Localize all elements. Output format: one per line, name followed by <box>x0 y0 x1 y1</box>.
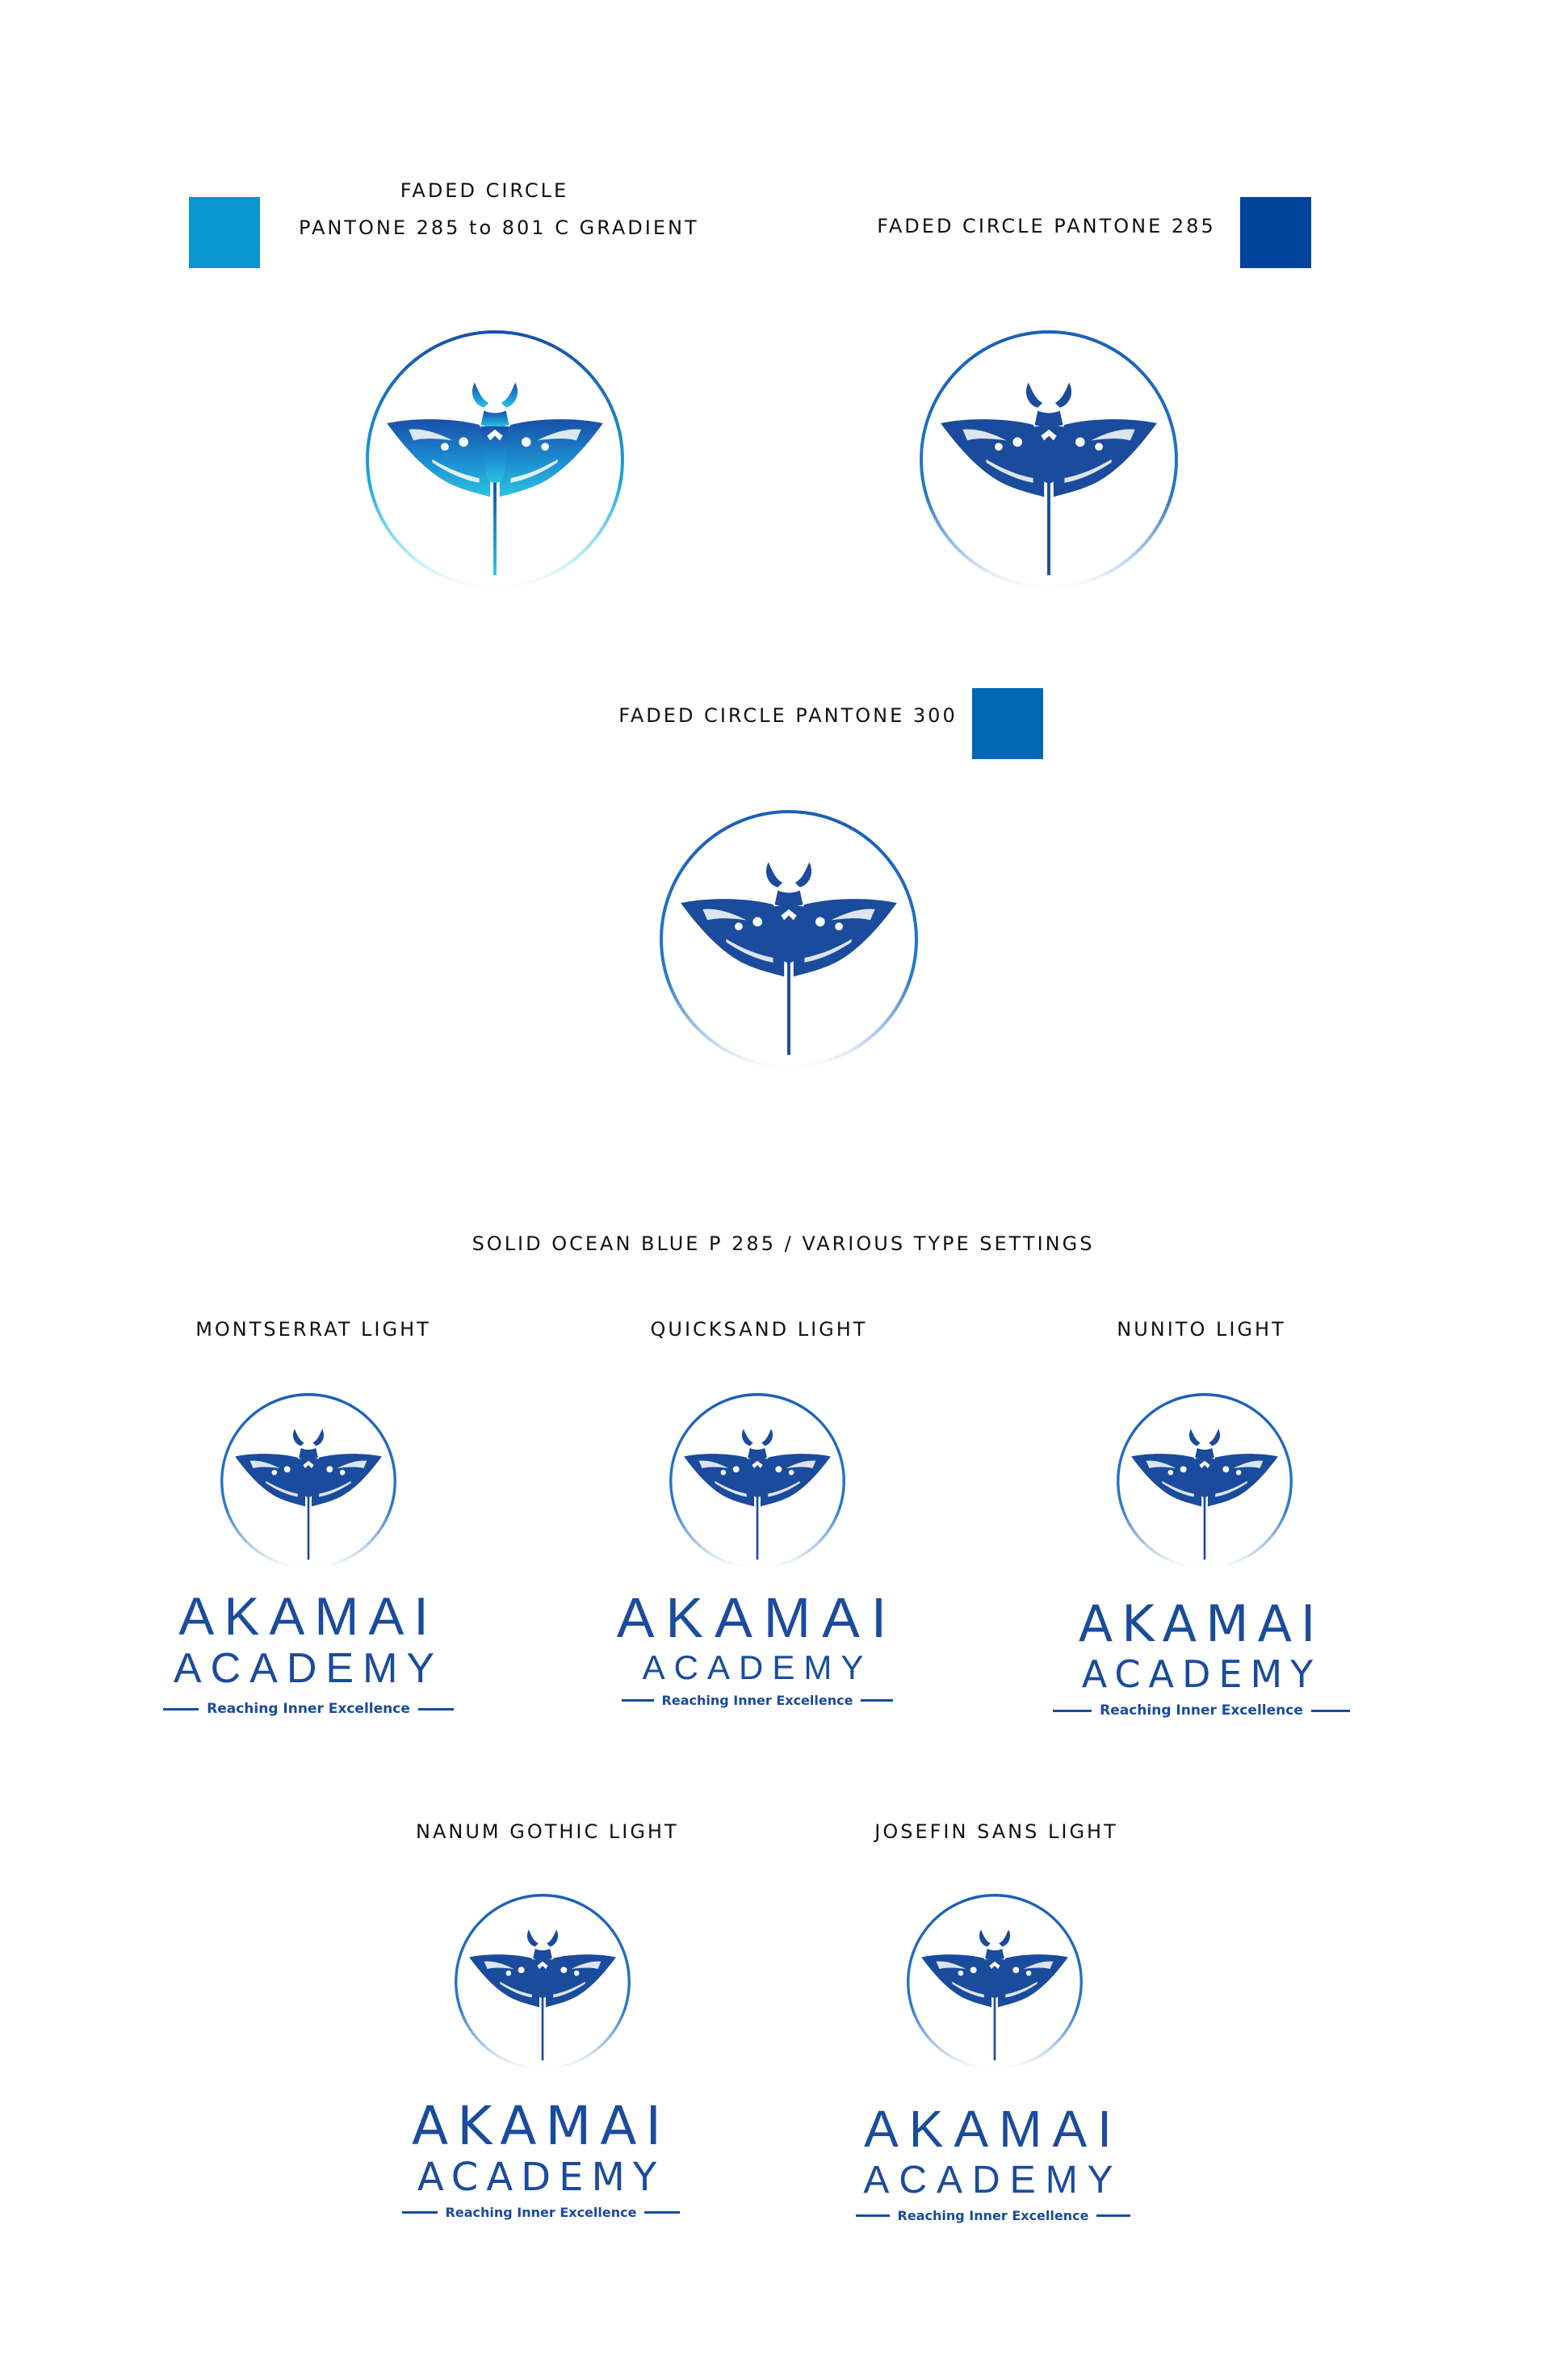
gradient-swatch <box>189 197 260 268</box>
tagline <box>846 2208 1140 2223</box>
tagline-text: Reaching Inner Excellence <box>897 2208 1089 2223</box>
pantone-300-swatch <box>972 688 1043 759</box>
middle-label: FADED CIRCLE PANTONE 300 <box>618 704 958 727</box>
brand-line2: ACADEMY <box>863 2159 1123 2202</box>
variant-josefin-sans-label: JOSEFIN SANS LIGHT <box>874 1820 1118 1843</box>
tagline-rule-left <box>163 1708 199 1710</box>
top-left-label-line2: PANTONE 285 to 801 C GRADIENT <box>299 216 699 239</box>
brand-line1: AKAMAI <box>616 1586 899 1649</box>
tagline-text: Reaching Inner Excellence <box>445 2205 637 2220</box>
emblem-montserrat <box>218 1391 399 1572</box>
tagline-rule-left <box>856 2214 890 2217</box>
tagline-rule-left <box>622 1699 654 1702</box>
brand-line1: AKAMAI <box>178 1586 438 1646</box>
brand-line1: AKAMAI <box>864 2100 1122 2158</box>
tagline-rule-right <box>1096 2214 1130 2217</box>
brand-line2: ACADEMY <box>417 2155 665 2200</box>
brand-line2: ACADEMY <box>1081 1652 1322 1696</box>
variant-nanum-gothic-label: NANUM GOTHIC LIGHT <box>416 1820 679 1843</box>
variant-montserrat-label: MONTSERRAT LIGHT <box>195 1318 431 1341</box>
emblem-gradient <box>362 326 628 593</box>
emblem-nanum-gothic <box>452 1891 633 2072</box>
brand-line2: ACADEMY <box>173 1645 444 1692</box>
tagline-rule-right <box>1311 1710 1350 1712</box>
variant-nunito-label: NUNITO LIGHT <box>1117 1318 1286 1341</box>
wordmark-quicksand <box>599 1586 916 1708</box>
brand-line2: ACADEMY <box>642 1648 873 1686</box>
tagline-text: Reaching Inner Excellence <box>1100 1702 1303 1719</box>
emblem-nunito <box>1114 1391 1295 1572</box>
brand-line1: AKAMAI <box>1078 1594 1325 1653</box>
tagline <box>599 1693 916 1708</box>
tagline-rule-right <box>861 1699 893 1702</box>
tagline <box>388 2205 694 2220</box>
wordmark-josefin-sans <box>846 2100 1140 2223</box>
top-left-label-line1: FADED CIRCLE <box>400 179 569 202</box>
tagline-rule-left <box>1053 1710 1092 1712</box>
tagline-text: Reaching Inner Excellence <box>661 1693 853 1708</box>
emblem-pantone-285 <box>916 326 1182 593</box>
pantone-285-swatch <box>1240 197 1311 268</box>
section-title: SOLID OCEAN BLUE P 285 / VARIOUS TYPE SETTINGS <box>472 1232 1095 1255</box>
variant-quicksand-label: QUICKSAND LIGHT <box>650 1318 868 1341</box>
tagline <box>158 1701 459 1717</box>
wordmark-montserrat <box>158 1586 459 1717</box>
emblem-pantone-300 <box>656 806 922 1072</box>
top-right-label: FADED CIRCLE PANTONE 285 <box>877 215 1216 237</box>
emblem-quicksand <box>667 1391 848 1572</box>
tagline-rule-right <box>418 1708 454 1710</box>
tagline-rule-right <box>644 2211 680 2214</box>
emblem-josefin-sans <box>904 1891 1085 2072</box>
brand-line1: AKAMAI <box>412 2095 670 2157</box>
tagline-text: Reaching Inner Excellence <box>207 1701 410 1717</box>
tagline-rule-left <box>402 2211 438 2214</box>
tagline <box>1050 1702 1353 1719</box>
wordmark-nanum-gothic <box>388 2095 694 2220</box>
wordmark-nunito <box>1050 1594 1353 1719</box>
